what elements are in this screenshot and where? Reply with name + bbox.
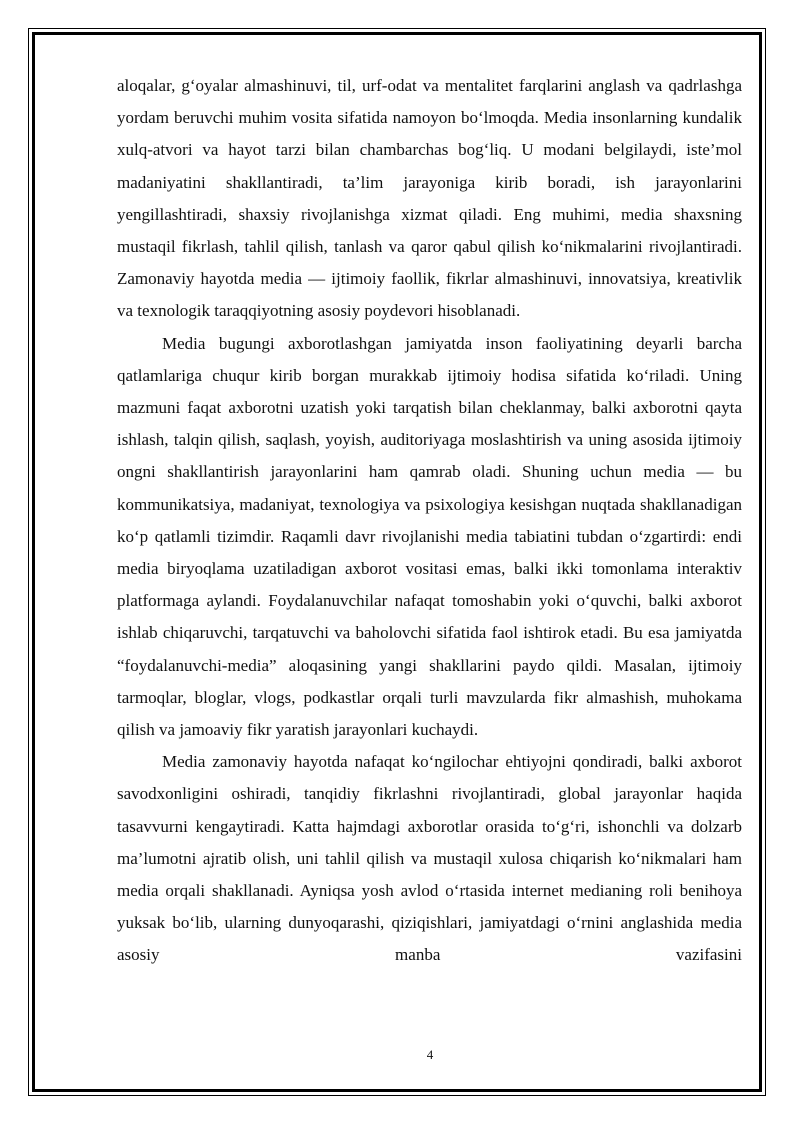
document-body bbox=[117, 70, 742, 972]
page-number: 4 bbox=[426, 1047, 434, 1062]
paragraph-3: Media zamonaviy hayotda nafaqat ko‘ngilochar ehtiyojni qondiradi, balki axborot savodxonligini oshiradi, tanqidiy fikrlashni rivojlantiradi, global jarayonlar haqida tasavvurni kengaytiradi. Katta hajmdagi axborotlar orasida to‘g‘ri, ishonchli va dolzarb ma’lumotni ajratib olish, uni tahlil qilish va mustaqil xulosa chiqarish ko‘nikmalari ham media orqali shakllanadi. Ayniqsa yosh avlod o‘rtasida internet medianing roli benihoya yuksak bo‘lib, ularning dunyoqarashi, qiziqishlari, jamiyatdagi o‘rnini anglashida media asosiy manba vazifasini bbox=[117, 752, 742, 965]
paragraph-1: aloqalar, g‘oyalar almashinuvi, til, urf-odat va mentalitet farqlarini anglash va qadrlashga yordam beruvchi muhim vosita sifatida namoyon bo‘lmoqda. Media insonlarning kundalik xulq-atvori va hayot tarzi bilan chambarchas bog‘liq. U modani belgilaydi, iste’mol madaniyatini shakllantiradi, ta’lim jarayoniga kirib boradi, ish jarayonlarini yengillashtiradi, shaxsiy rivojlanishga xizmat qiladi. Eng muhimi, media shaxsning mustaqil fikrlash, tahlil qilish, tanlash va qaror qabul qilish ko‘nikmalarini rivojlantiradi. Zamonaviy hayotda media — ijtimoiy faollik, fikrlar almashinuvi, innovatsiya, kreativlik va texnologik taraqqiyotning asosiy poydevori hisoblanadi. bbox=[117, 76, 742, 321]
paragraph-2: Media bugungi axborotlashgan jamiyatda inson faoliyatining deyarli barcha qatlamlariga chuqur kirib borgan murakkab ijtimoiy hodisa sifatida ko‘riladi. Uning mazmuni faqat axborotni uzatish yoki tarqatish bilan cheklanmay, balki axborotni qayta ishlash, talqin qilish, saqlash, yoyish, auditoriyaga moslashtirish va uning asosida ijtimoiy ongni shakllantirish jarayonlarini ham qamrab oladi. Shuning uchun media — bu kommunikatsiya, madaniyat, texnologiya va psixologiya kesishgan nuqtada shakllanadigan ko‘p qatlamli tizimdir. Raqamli davr rivojlanishi media tabiatini tubdan o‘zgartirdi: endi media biryoqlama uzatiladigan axborot vositasi emas, balki ikki tomonlama interaktiv platformaga aylandi. Foydalanuvchilar nafaqat tomoshabin yoki o‘quvchi, balki axborot ishlab chiqaruvchi, tarqatuvchi va baholovchi sifatida faol ishtirok etadi. Bu esa jamiyatda “foydalanuvchi-media” aloqasining yangi shakllarini paydo qildi. Masalan, ijtimoiy tarmoqlar, bloglar, vlogs, podkastlar orqali turli mavzularda fikr almashish, muhokama qilish va jamoaviy fikr yaratish jarayonlari kuchaydi. bbox=[117, 333, 742, 740]
